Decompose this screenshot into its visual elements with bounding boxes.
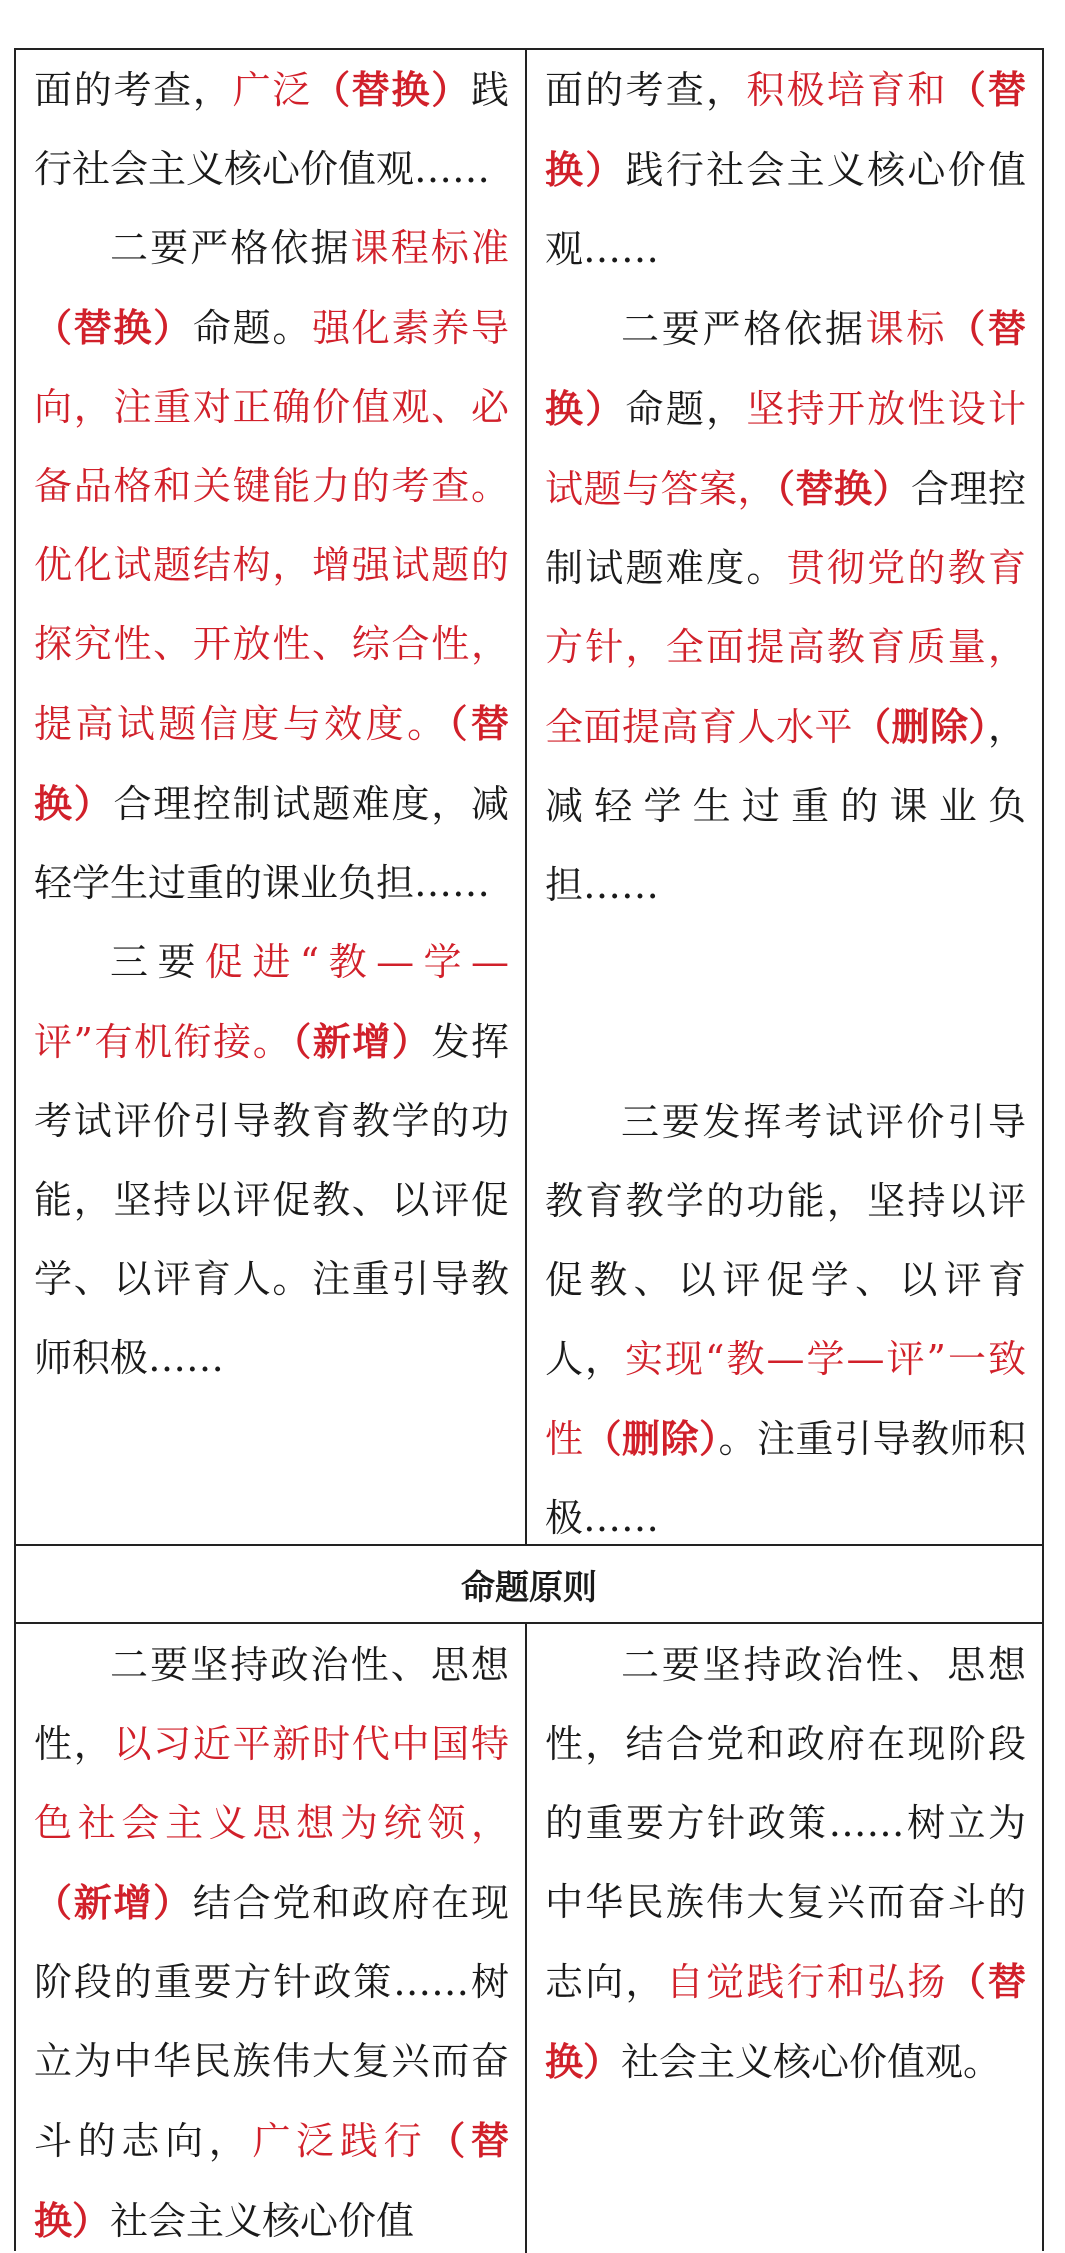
body-text: 合理控制试题难度。	[545, 467, 1026, 590]
section-header: 命题原则	[16, 1544, 1042, 1624]
edit-marker: （删除）	[583, 1416, 719, 1461]
table-row-upper	[16, 50, 1042, 1544]
body-text: 发挥考试评价引导教育教学的功能，坚持以评促教、以评促学、以评育人。注重引导教师积极……	[34, 1020, 509, 1380]
right-paragraph-1	[527, 50, 1042, 289]
changed-text: 以习近平新时代中国特色社会主义思想为统领，	[34, 1722, 509, 1845]
changed-text: 实现“教—学—评”一致性	[545, 1337, 1026, 1461]
changed-text: 贯彻党的教育方针，全面提高教育质量，全面提高育人水平	[545, 546, 1026, 749]
left-lower-paragraph	[16, 1624, 525, 2253]
edit-marker: （替换）	[312, 67, 471, 112]
body-text: 二要坚持政治性、思想性，结合党和政府在现阶段的重要方针政策……树立为中华民族伟大复兴而奋斗的志向，	[545, 1643, 1026, 2004]
changed-text: 自觉践行和弘扬	[665, 1960, 948, 2004]
left-column-cell	[16, 50, 527, 1544]
left-paragraph-3	[16, 923, 525, 1398]
edit-marker: （新增）	[34, 1880, 193, 1925]
right-paragraph-3	[527, 1083, 1042, 1544]
right-column-cell-lower	[527, 1624, 1042, 2253]
edit-marker: （替换）	[34, 2118, 509, 2243]
body-text: 社会主义核心价值观。	[621, 2040, 1002, 2084]
body-text: 二要严格依据	[110, 226, 351, 270]
body-text: 面的考查，	[34, 68, 233, 112]
changed-text: 广泛践行	[252, 2119, 428, 2163]
changed-text: 促进“教—学—评”有机衔接。	[34, 940, 509, 1064]
body-text: 。注重引导教师积极……	[545, 1417, 1026, 1540]
changed-text: 积极培育和	[746, 68, 948, 112]
edit-marker: （新增）	[292, 1019, 432, 1064]
changed-text: 坚持开放性设计试题与答案，	[545, 387, 1026, 511]
body-text: 社会主义核心价值	[110, 2199, 415, 2243]
changed-text: 强化素养导向，注重对正确价值观、必备品格和关键能力的考查。优化试题结构，增强试题的探究性、开放性、综合性，提高试题信度与效度。	[34, 306, 509, 746]
body-text: 面的考查，	[545, 68, 747, 112]
edit-marker: （替换）	[545, 306, 1026, 431]
body-text: 践行社会主义核心价值观……	[34, 68, 509, 191]
body-text: 命题。	[192, 306, 313, 350]
body-text: 命题，	[625, 387, 747, 431]
edit-marker: （替换）	[545, 67, 1026, 192]
changed-text: 课标	[865, 307, 948, 351]
right-lower-paragraph	[527, 1624, 1042, 2102]
changed-text: 课程标准	[350, 226, 509, 270]
right-paragraph-2	[527, 289, 1042, 925]
body-text: 三要发挥考试评价引导教育教学的功能，坚持以评促教、以评促学、以评育人，	[545, 1100, 1026, 1381]
body-text: 结合党和政府在现阶段的重要方针政策……树立为中华民族伟大复兴而奋斗的志向，	[34, 1881, 509, 2163]
edit-marker: （替换）	[34, 701, 509, 826]
body-text: 三要	[110, 940, 205, 984]
body-text: 二要坚持政治性、思想性，	[34, 1643, 509, 1766]
body-text: ，减轻学生过重的课业负担……	[545, 705, 1026, 907]
right-column-cell	[527, 50, 1042, 1544]
left-paragraph-2	[16, 209, 525, 923]
left-column-cell-lower	[16, 1624, 527, 2253]
comparison-table	[14, 48, 1044, 2251]
changed-text: 广泛	[232, 68, 313, 112]
edit-marker: （替换）	[34, 305, 193, 350]
body-text: 二要严格依据	[621, 307, 866, 351]
body-text: 合理控制试题难度，减轻学生过重的课业负担……	[34, 782, 509, 905]
edit-marker: （替换）	[545, 1959, 1026, 2084]
left-paragraph-1	[16, 50, 525, 209]
edit-marker: （删除）	[852, 704, 988, 749]
table-row-lower	[16, 1624, 1042, 2253]
body-text: 践行社会主义核心价值观……	[545, 148, 1026, 271]
edit-marker: （替换）	[775, 466, 911, 511]
